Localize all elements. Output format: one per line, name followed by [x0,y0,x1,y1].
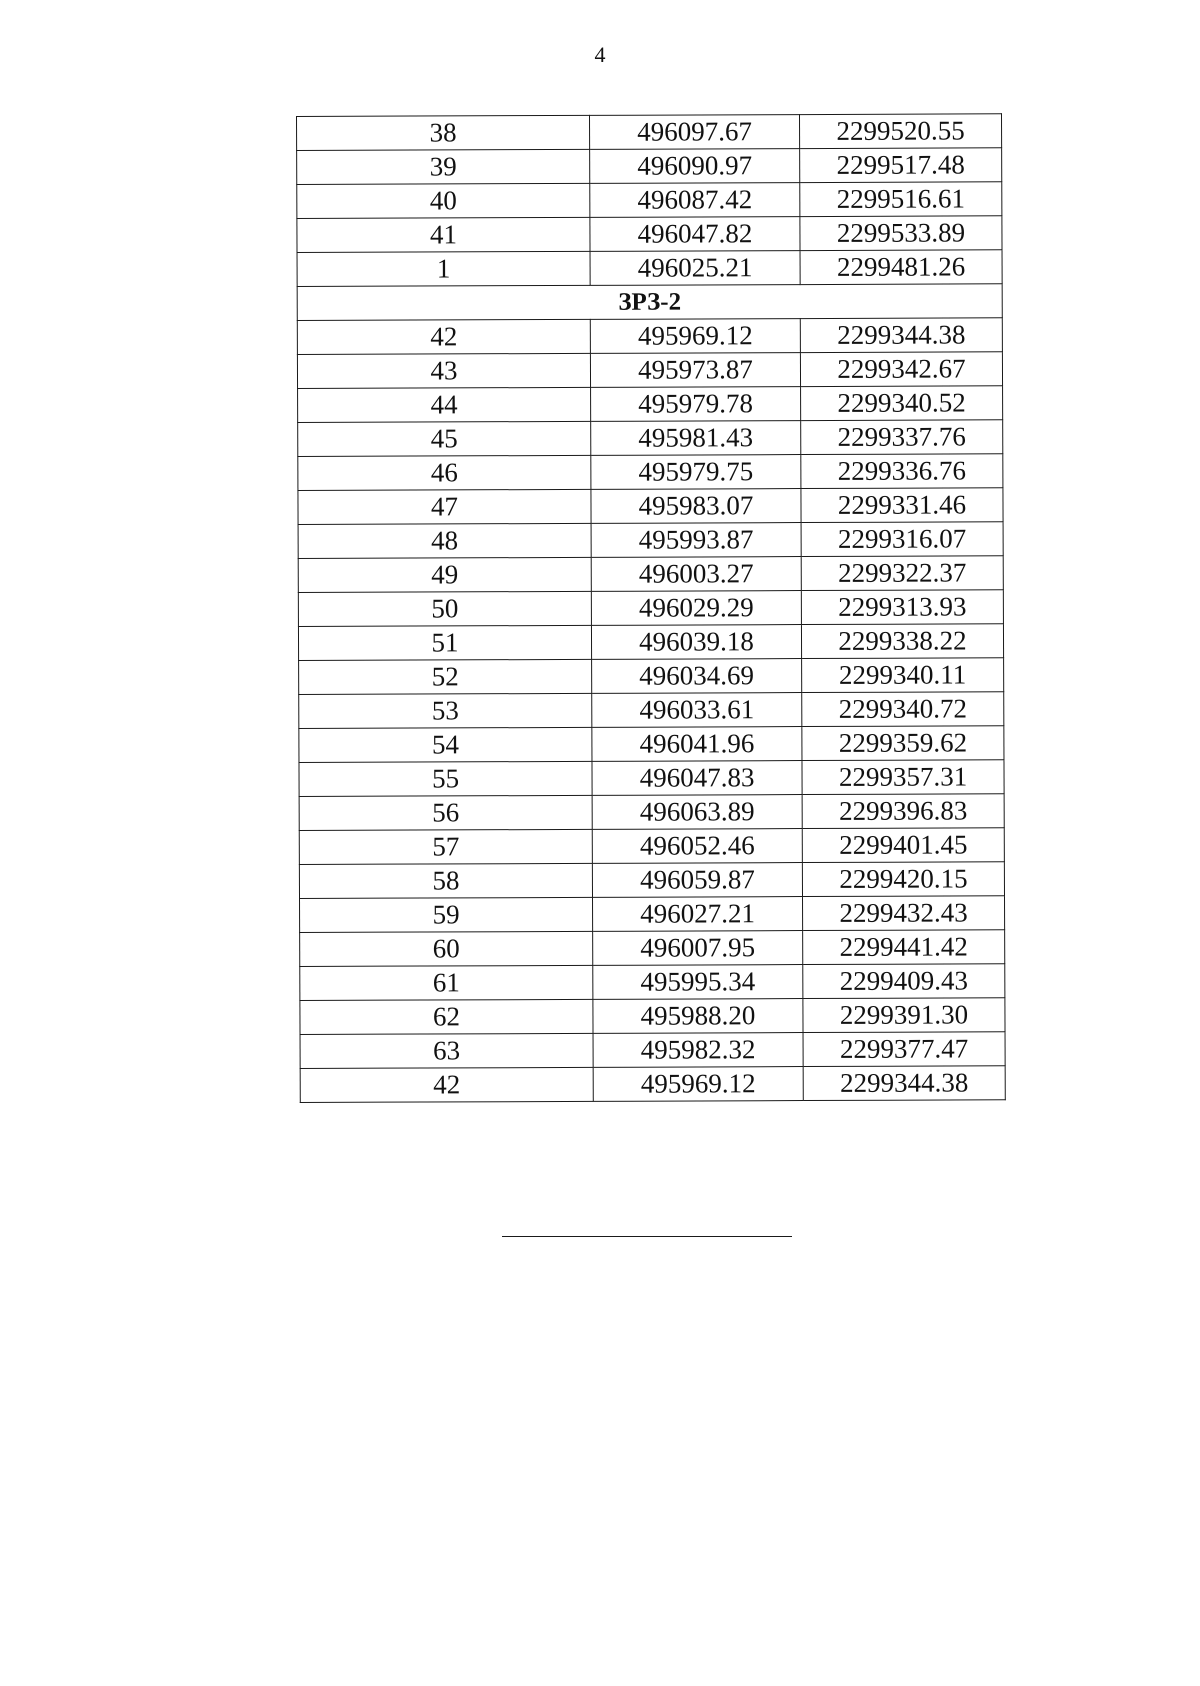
x-coordinate-cell: 496033.61 [592,693,802,728]
page-number: 4 [594,42,606,67]
table-row [298,522,1003,559]
y-coordinate-cell: 2299396.83 [802,794,1004,829]
point-number-cell: 40 [297,183,590,218]
y-coordinate-cell: 2299340.52 [801,386,1003,421]
table-row [298,556,1003,593]
point-number-cell: 47 [298,489,591,524]
point-number-cell: 55 [299,761,592,796]
table-row [299,862,1004,899]
y-coordinate-cell: 2299481.26 [800,250,1002,285]
y-coordinate-cell: 2299409.43 [803,964,1005,999]
point-number-cell: 59 [300,897,593,932]
section-row [297,284,1002,321]
x-coordinate-cell: 496025.21 [590,251,800,286]
table-row [297,352,1002,389]
table-row [298,624,1003,661]
x-coordinate-cell: 496039.18 [591,625,801,660]
table-row [297,114,1002,151]
x-coordinate-cell: 495973.87 [590,353,800,388]
y-coordinate-cell: 2299331.46 [801,488,1003,523]
point-number-cell: 58 [299,863,592,898]
point-number-cell: 61 [300,965,593,1000]
table-row [297,250,1002,287]
table-row [300,896,1005,933]
table-row [297,182,1002,219]
table-row [298,454,1003,491]
section-title: ЗРЗ-2 [297,284,1002,321]
y-coordinate-cell: 2299344.38 [803,1066,1005,1101]
point-number-cell: 39 [297,149,590,184]
point-number-cell: 57 [299,829,592,864]
y-coordinate-cell: 2299337.76 [801,420,1003,455]
x-coordinate-cell: 496087.42 [590,183,800,218]
y-coordinate-cell: 2299342.67 [800,352,1002,387]
x-coordinate-cell: 496041.96 [592,727,802,762]
x-coordinate-cell: 496063.89 [592,795,802,830]
point-number-cell: 60 [300,931,593,966]
point-number-cell: 43 [297,353,590,388]
y-coordinate-cell: 2299357.31 [802,760,1004,795]
x-coordinate-cell: 496097.67 [589,115,799,150]
y-coordinate-cell: 2299344.38 [800,318,1002,353]
y-coordinate-cell: 2299533.89 [800,216,1002,251]
y-coordinate-cell: 2299516.61 [800,182,1002,217]
x-coordinate-cell: 496034.69 [592,659,802,694]
point-number-cell: 44 [298,387,591,422]
y-coordinate-cell: 2299517.48 [800,148,1002,183]
coordinates-table-body [297,114,1006,1103]
y-coordinate-cell: 2299377.47 [803,1032,1005,1067]
x-coordinate-cell: 496003.27 [591,557,801,592]
y-coordinate-cell: 2299340.11 [802,658,1004,693]
y-coordinate-cell: 2299391.30 [803,998,1005,1033]
point-number-cell: 54 [299,727,592,762]
coordinates-table [296,113,1006,1103]
table-row [300,1066,1005,1103]
x-coordinate-cell: 495988.20 [593,999,803,1034]
point-number-cell: 63 [300,1033,593,1068]
point-number-cell: 38 [297,115,590,150]
x-coordinate-cell: 496029.29 [591,591,801,626]
x-coordinate-cell: 496007.95 [593,931,803,966]
y-coordinate-cell: 2299313.93 [801,590,1003,625]
x-coordinate-cell: 496059.87 [592,863,802,898]
y-coordinate-cell: 2299316.07 [801,522,1003,557]
table-row [299,726,1004,763]
x-coordinate-cell: 495982.32 [593,1033,803,1068]
table-row [298,590,1003,627]
point-number-cell: 62 [300,999,593,1034]
point-number-cell: 42 [297,319,590,354]
table-row [300,998,1005,1035]
point-number-cell: 42 [300,1067,593,1102]
y-coordinate-cell: 2299401.45 [802,828,1004,863]
y-coordinate-cell: 2299359.62 [802,726,1004,761]
x-coordinate-cell: 495993.87 [591,523,801,558]
y-coordinate-cell: 2299338.22 [801,624,1003,659]
point-number-cell: 46 [298,455,591,490]
x-coordinate-cell: 496047.83 [592,761,802,796]
table-row [297,318,1002,355]
point-number-cell: 56 [299,795,592,830]
point-number-cell: 53 [299,693,592,728]
table-row [300,1032,1005,1069]
table-row [300,930,1005,967]
table-row [298,420,1003,457]
x-coordinate-cell: 496027.21 [593,897,803,932]
x-coordinate-cell: 495979.75 [591,455,801,490]
y-coordinate-cell: 2299432.43 [803,896,1005,931]
point-number-cell: 1 [297,251,590,286]
point-number-cell: 41 [297,217,590,252]
point-number-cell: 50 [298,591,591,626]
table-row [299,658,1004,695]
table-row [299,794,1004,831]
table-row [297,216,1002,253]
y-coordinate-cell: 2299340.72 [802,692,1004,727]
y-coordinate-cell: 2299441.42 [803,930,1005,965]
x-coordinate-cell: 496047.82 [590,217,800,252]
x-coordinate-cell: 495969.12 [593,1067,803,1102]
point-number-cell: 49 [298,557,591,592]
y-coordinate-cell: 2299420.15 [802,862,1004,897]
x-coordinate-cell: 495981.43 [591,421,801,456]
table-row [299,692,1004,729]
x-coordinate-cell: 495983.07 [591,489,801,524]
end-of-document-rule [502,1236,792,1237]
y-coordinate-cell: 2299336.76 [801,454,1003,489]
table-row [298,386,1003,423]
x-coordinate-cell: 496052.46 [592,829,802,864]
point-number-cell: 45 [298,421,591,456]
table-row [299,828,1004,865]
point-number-cell: 48 [298,523,591,558]
y-coordinate-cell: 2299520.55 [799,114,1001,149]
x-coordinate-cell: 495995.34 [593,965,803,1000]
table-row [300,964,1005,1001]
y-coordinate-cell: 2299322.37 [801,556,1003,591]
table-row [297,148,1002,185]
table-row [299,760,1004,797]
table-row [298,488,1003,525]
x-coordinate-cell: 496090.97 [590,149,800,184]
point-number-cell: 51 [298,625,591,660]
x-coordinate-cell: 495979.78 [591,387,801,422]
x-coordinate-cell: 495969.12 [590,319,800,354]
point-number-cell: 52 [299,659,592,694]
